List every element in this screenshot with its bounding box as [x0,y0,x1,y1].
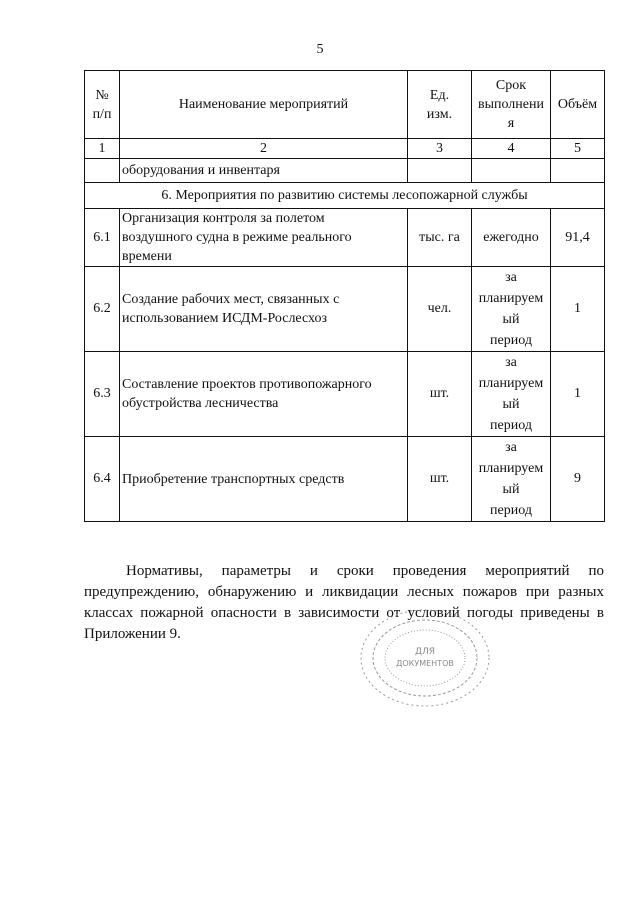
row-num: 6.1 [85,209,120,267]
table-row [85,437,605,522]
cont-num [85,159,120,183]
row-term: за планируем ый период [472,267,551,352]
cont-unit [408,159,472,183]
row-name: Составление проектов противопожарного обустройства лесничества [120,352,408,437]
continuation-row [85,159,605,183]
row-name: Организация контроля за полетом воздушного судна в режиме реального времени [120,209,408,267]
page-number: 5 [316,42,324,57]
row-unit: чел. [408,267,472,352]
col-number-3: 3 [408,139,472,159]
row-name: Приобретение транспортных средств [120,437,408,522]
header-num: № п/п [85,71,120,139]
row-num: 6.4 [85,437,120,522]
table-header-row [85,71,605,139]
column-number-row [85,139,605,159]
row-num: 6.3 [85,352,120,437]
col-number-1: 1 [85,139,120,159]
col-number-5: 5 [551,139,605,159]
header-term: Срок выполнени я [472,71,551,139]
cont-name: оборудования и инвентаря [120,159,408,183]
stamp-line-1: ДЛЯ [414,647,436,657]
row-name: Создание рабочих мест, связанных с использованием ИСДМ-Рослесхоз [120,267,408,352]
col-number-4: 4 [472,139,551,159]
row-volume: 1 [551,352,605,437]
measures-table [84,70,605,522]
row-unit: тыс. га [408,209,472,267]
row-term: за планируем ый период [472,437,551,522]
section-title-row [85,183,605,209]
section-title: 6. Мероприятия по развитию системы лесопожарной службы [85,183,605,209]
document-stamp [350,600,490,710]
table-row [85,209,605,267]
cont-term [472,159,551,183]
note-paragraph: Нормативы, параметры и сроки проведения мероприятий по предупреждению, обнаружению и ликвидации лесных пожаров при разных классах пожарной опасности в зависимости от условий погоды приведены в Приложении 9. [84,563,604,642]
table-row [85,352,605,437]
row-volume: 1 [551,267,605,352]
col-number-2: 2 [120,139,408,159]
row-term: ежегодно [472,209,551,267]
header-name: Наименование мероприятий [120,71,408,139]
row-num: 6.2 [85,267,120,352]
row-unit: шт. [408,352,472,437]
row-unit: шт. [408,437,472,522]
row-volume: 9 [551,437,605,522]
table-row [85,267,605,352]
cont-volume [551,159,605,183]
row-volume: 91,4 [551,209,605,267]
row-term: за планируем ый период [472,352,551,437]
header-unit: Ед. изм. [408,71,472,139]
stamp-line-2: ДОКУМЕНТОВ [396,659,454,668]
header-volume: Объём [551,71,605,139]
